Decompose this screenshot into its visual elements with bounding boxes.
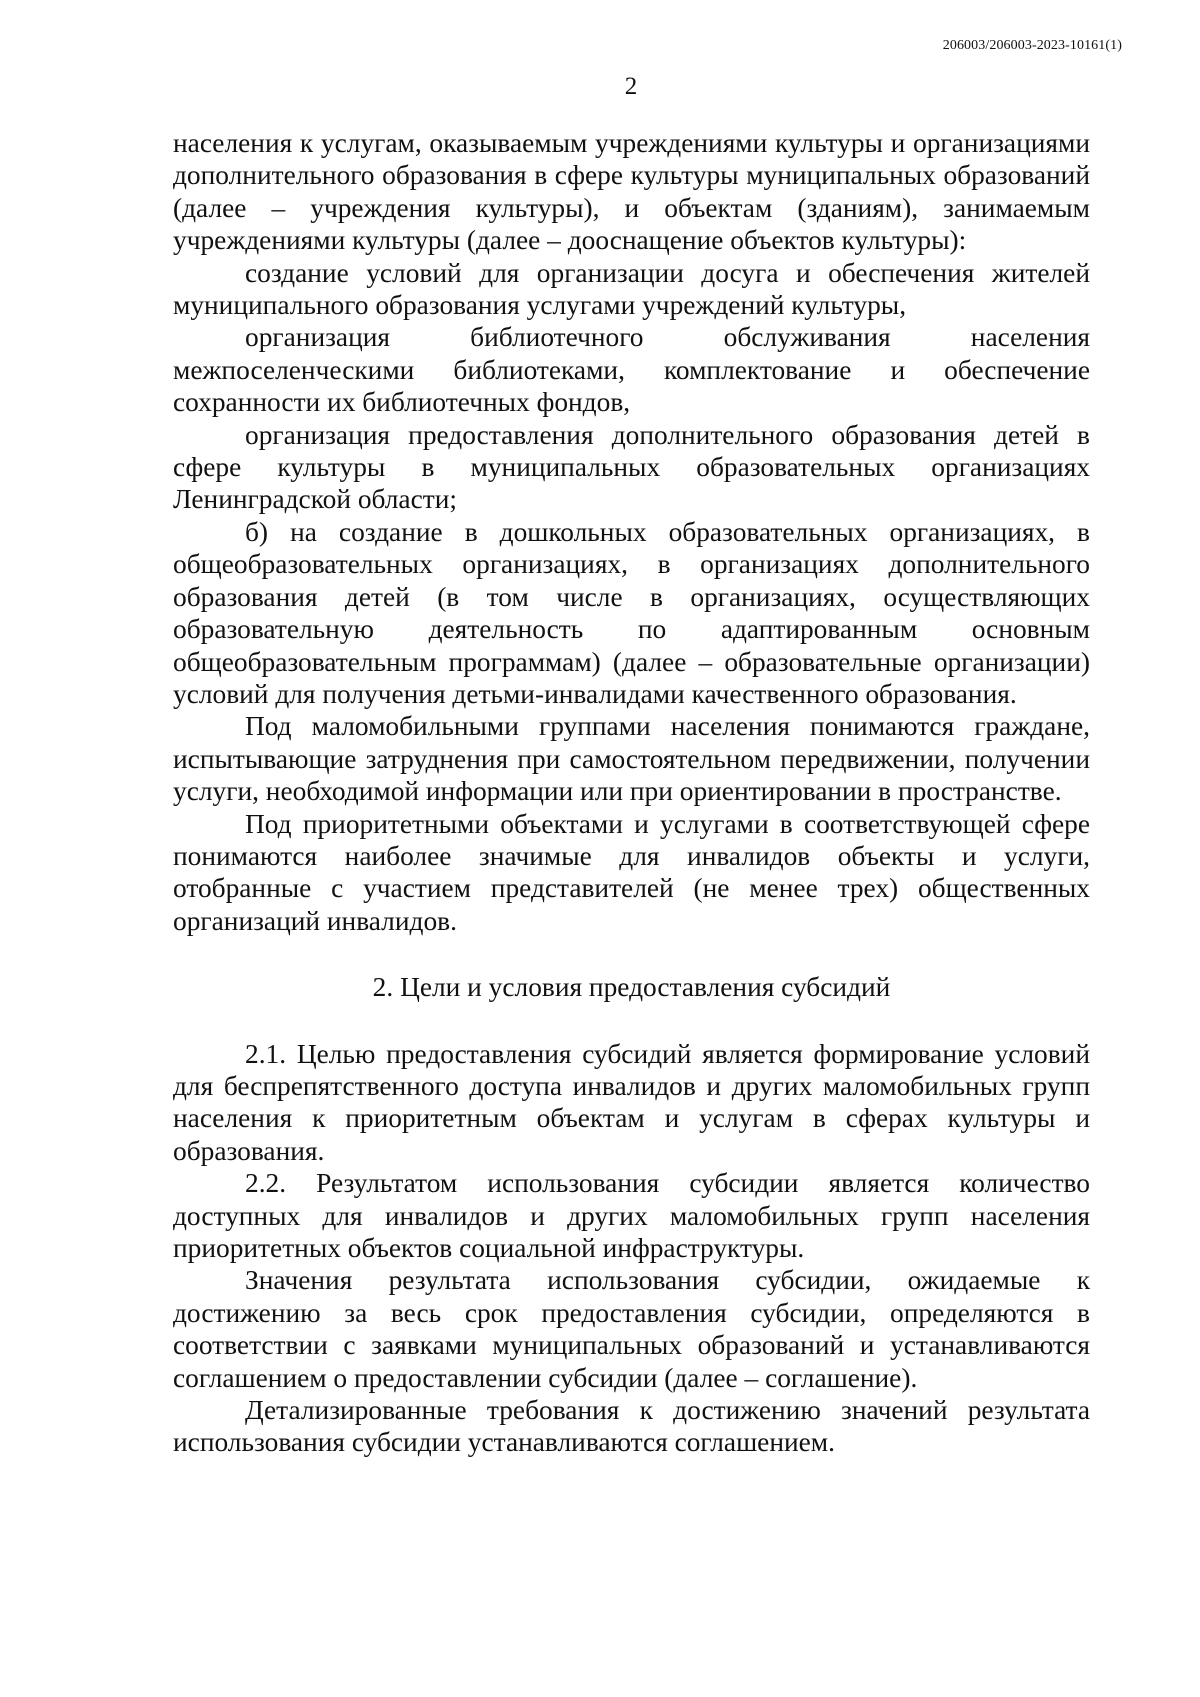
- page-number: 2: [624, 73, 638, 100]
- paragraph-low-mobility-definition: Под маломобильными группами населения понимаются граждане, испытывающие затруднения при самостоятельном передвижении, получении услуги, необходимой информации или при ориентировании в пространстве.: [173, 711, 1090, 807]
- paragraph-2-1: 2.1. Целью предоставления субсидий является формирование условий для беспрепятственного доступа инвалидов и других маломобильных групп населения к приоритетным объектам и услугам в сферах культуры и образования.: [173, 1038, 1090, 1166]
- section-heading: 2. Цели и условия предоставления субсидий: [372, 972, 891, 1003]
- document-registration-code: 206003/206003-2023-10161(1): [942, 38, 1122, 53]
- paragraph-additional-education: организация предоставления дополнительного образования детей в сфере культуры в муниципальных образовательных организациях Ленинградской области;: [173, 419, 1090, 515]
- paragraph-continuation: населения к услугам, оказываемым учреждениями культуры и организациями дополнительного образования в сфере культуры муниципальных образований (далее – учреждения культуры), и объектам (зданиям), занимаемым учреждениями культуры (далее – дооснащение объектов культуры):: [173, 128, 1090, 256]
- paragraph-leisure-conditions: создание условий для организации досуга и обеспечения жителей муниципального образования услугами учреждений культуры,: [173, 257, 1090, 321]
- paragraph-priority-objects-definition: Под приоритетными объектами и услугами в соответствующей сфере понимаются наиболее значимые для инвалидов объекты и услуги, отобранные с участием представителей (не менее трех) общественных организаций инвалидов.: [173, 808, 1090, 936]
- document-body: [173, 127, 1090, 1459]
- paragraph-2-2: 2.2. Результатом использования субсидии является количество доступных для инвалидов и других маломобильных групп населения приоритетных объектов социальной инфраструктуры.: [173, 1168, 1090, 1263]
- paragraph-item-b: б) на создание в дошкольных образовательных организациях, в общеобразовательных организациях, в организациях дополнительного образования детей (в том числе в организациях, осуществляющих образовательную деятельность по адаптированным основным общеобразовательным программам) (далее – образовательные организации) условий для получения детьми-инвалидами качественного образования.: [173, 516, 1090, 709]
- paragraph-detailed-requirements: Детализированные требования к достижению значений результата использования субсидии устанавливаются соглашением.: [173, 1395, 1090, 1458]
- paragraph-library-service: организация библиотечного обслуживания населения межпоселенческими библиотеками, комплектование и обеспечение сохранности их библиотечных фондов,: [173, 322, 1090, 418]
- paragraph-result-values: Значения результата использования субсидии, ожидаемые к достижению за весь срок предоставления субсидии, определяются в соответствии с заявками муниципальных образований и устанавливаются соглашением о предоставлении субсидии (далее – соглашение).: [173, 1265, 1090, 1393]
